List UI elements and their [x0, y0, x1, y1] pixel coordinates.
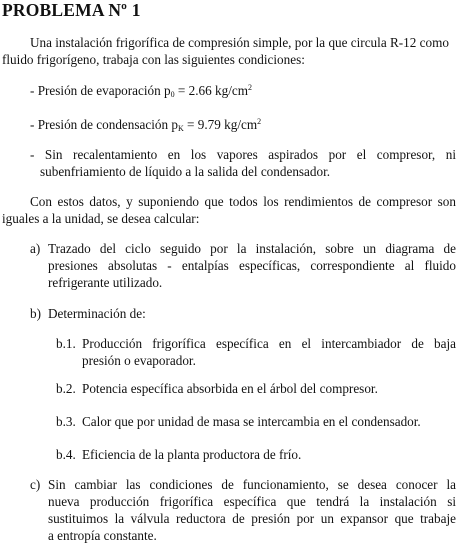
item-c-label: c): [30, 477, 41, 492]
evaporation-value: = 2.66 kg/cm: [174, 83, 248, 98]
item-a-label: a): [30, 241, 41, 256]
item-a-line-2: presiones absolutas - entalpías específicas, correspondiente al fluido: [48, 258, 456, 273]
item-c-line-3: sustituimos la válvula reductora de presión por un expansor que trabaje: [48, 511, 456, 526]
item-c-line-4: a entropía constante.: [48, 528, 157, 543]
item-b4-label: b.4.: [56, 447, 76, 462]
condensation-unit-exponent: 2: [257, 117, 262, 126]
intro-paragraph-cont: [2, 51, 454, 68]
condition-no-subcooling: [40, 163, 330, 180]
item-b1-line-1: Producción frigorífica específica en el intercambiador de baja: [82, 336, 456, 351]
no-superheat-line-1: - Sin recalentamiento en los vapores aspirados por el compresor, ni: [30, 147, 456, 162]
item-b2-label: b.2.: [56, 381, 76, 396]
item-c-line-1: Sin cambiar las condiciones de funcionamiento, se desea conocer la: [48, 477, 456, 492]
data-paragraph-cont: [2, 210, 199, 227]
data-line-1: Con estos datos, y suponiendo que todos los rendimientos de compresor son: [30, 194, 456, 209]
evaporation-subscript: 0: [170, 90, 175, 99]
item-b1-text: [82, 335, 456, 369]
condition-condensation: [30, 116, 261, 133]
intro-paragraph: [30, 34, 454, 51]
condensation-label: - Presión de condensación p: [30, 117, 178, 132]
item-a-text: [48, 240, 456, 291]
item-c-text: [48, 476, 456, 544]
no-superheat-line-2: subenfriamiento de líquido a la salida del condensador.: [40, 164, 331, 179]
condensation-subscript: K: [177, 124, 184, 133]
item-b-text: Determinación de:: [48, 306, 146, 321]
item-a-line-3: refrigerante utilizado.: [48, 275, 163, 290]
data-paragraph: [30, 193, 456, 210]
item-b3-text: Calor que por unidad de masa se intercambia en el condensador.: [82, 414, 421, 429]
item-c-line-2: nueva producción frigorífica específica que tendrá la instalación si: [48, 494, 456, 509]
item-a-line-1: Trazado del ciclo seguido por la instalación, sobre un diagrama de: [48, 241, 456, 256]
evaporation-label: - Presión de evaporación p: [30, 83, 171, 98]
item-b1-label: b.1.: [56, 336, 76, 351]
condensation-value: = 9.79 kg/cm: [183, 117, 258, 132]
item-b2-text: Potencia específica absorbida en el árbol del compresor.: [82, 381, 378, 396]
condition-no-superheat: [30, 146, 456, 163]
item-b-label: b): [30, 306, 41, 321]
problem-title: PROBLEMA Nº 1: [2, 0, 141, 20]
evaporation-unit-exponent: 2: [248, 83, 252, 92]
intro-line-2: fluido frigorígeno, trabaja con las siguientes condiciones:: [2, 52, 305, 67]
condition-evaporation: [30, 82, 252, 99]
item-b1-line-2: presión o evaporador.: [82, 353, 196, 368]
item-b3-label: b.3.: [56, 414, 76, 429]
data-line-2: iguales a la unidad, se desea calcular:: [2, 211, 200, 226]
item-b4-text: Eficiencia de la planta productora de frío.: [82, 447, 302, 462]
intro-line-1: Una instalación frigorífica de compresión simple, por la que circula R-12 como: [30, 35, 449, 50]
